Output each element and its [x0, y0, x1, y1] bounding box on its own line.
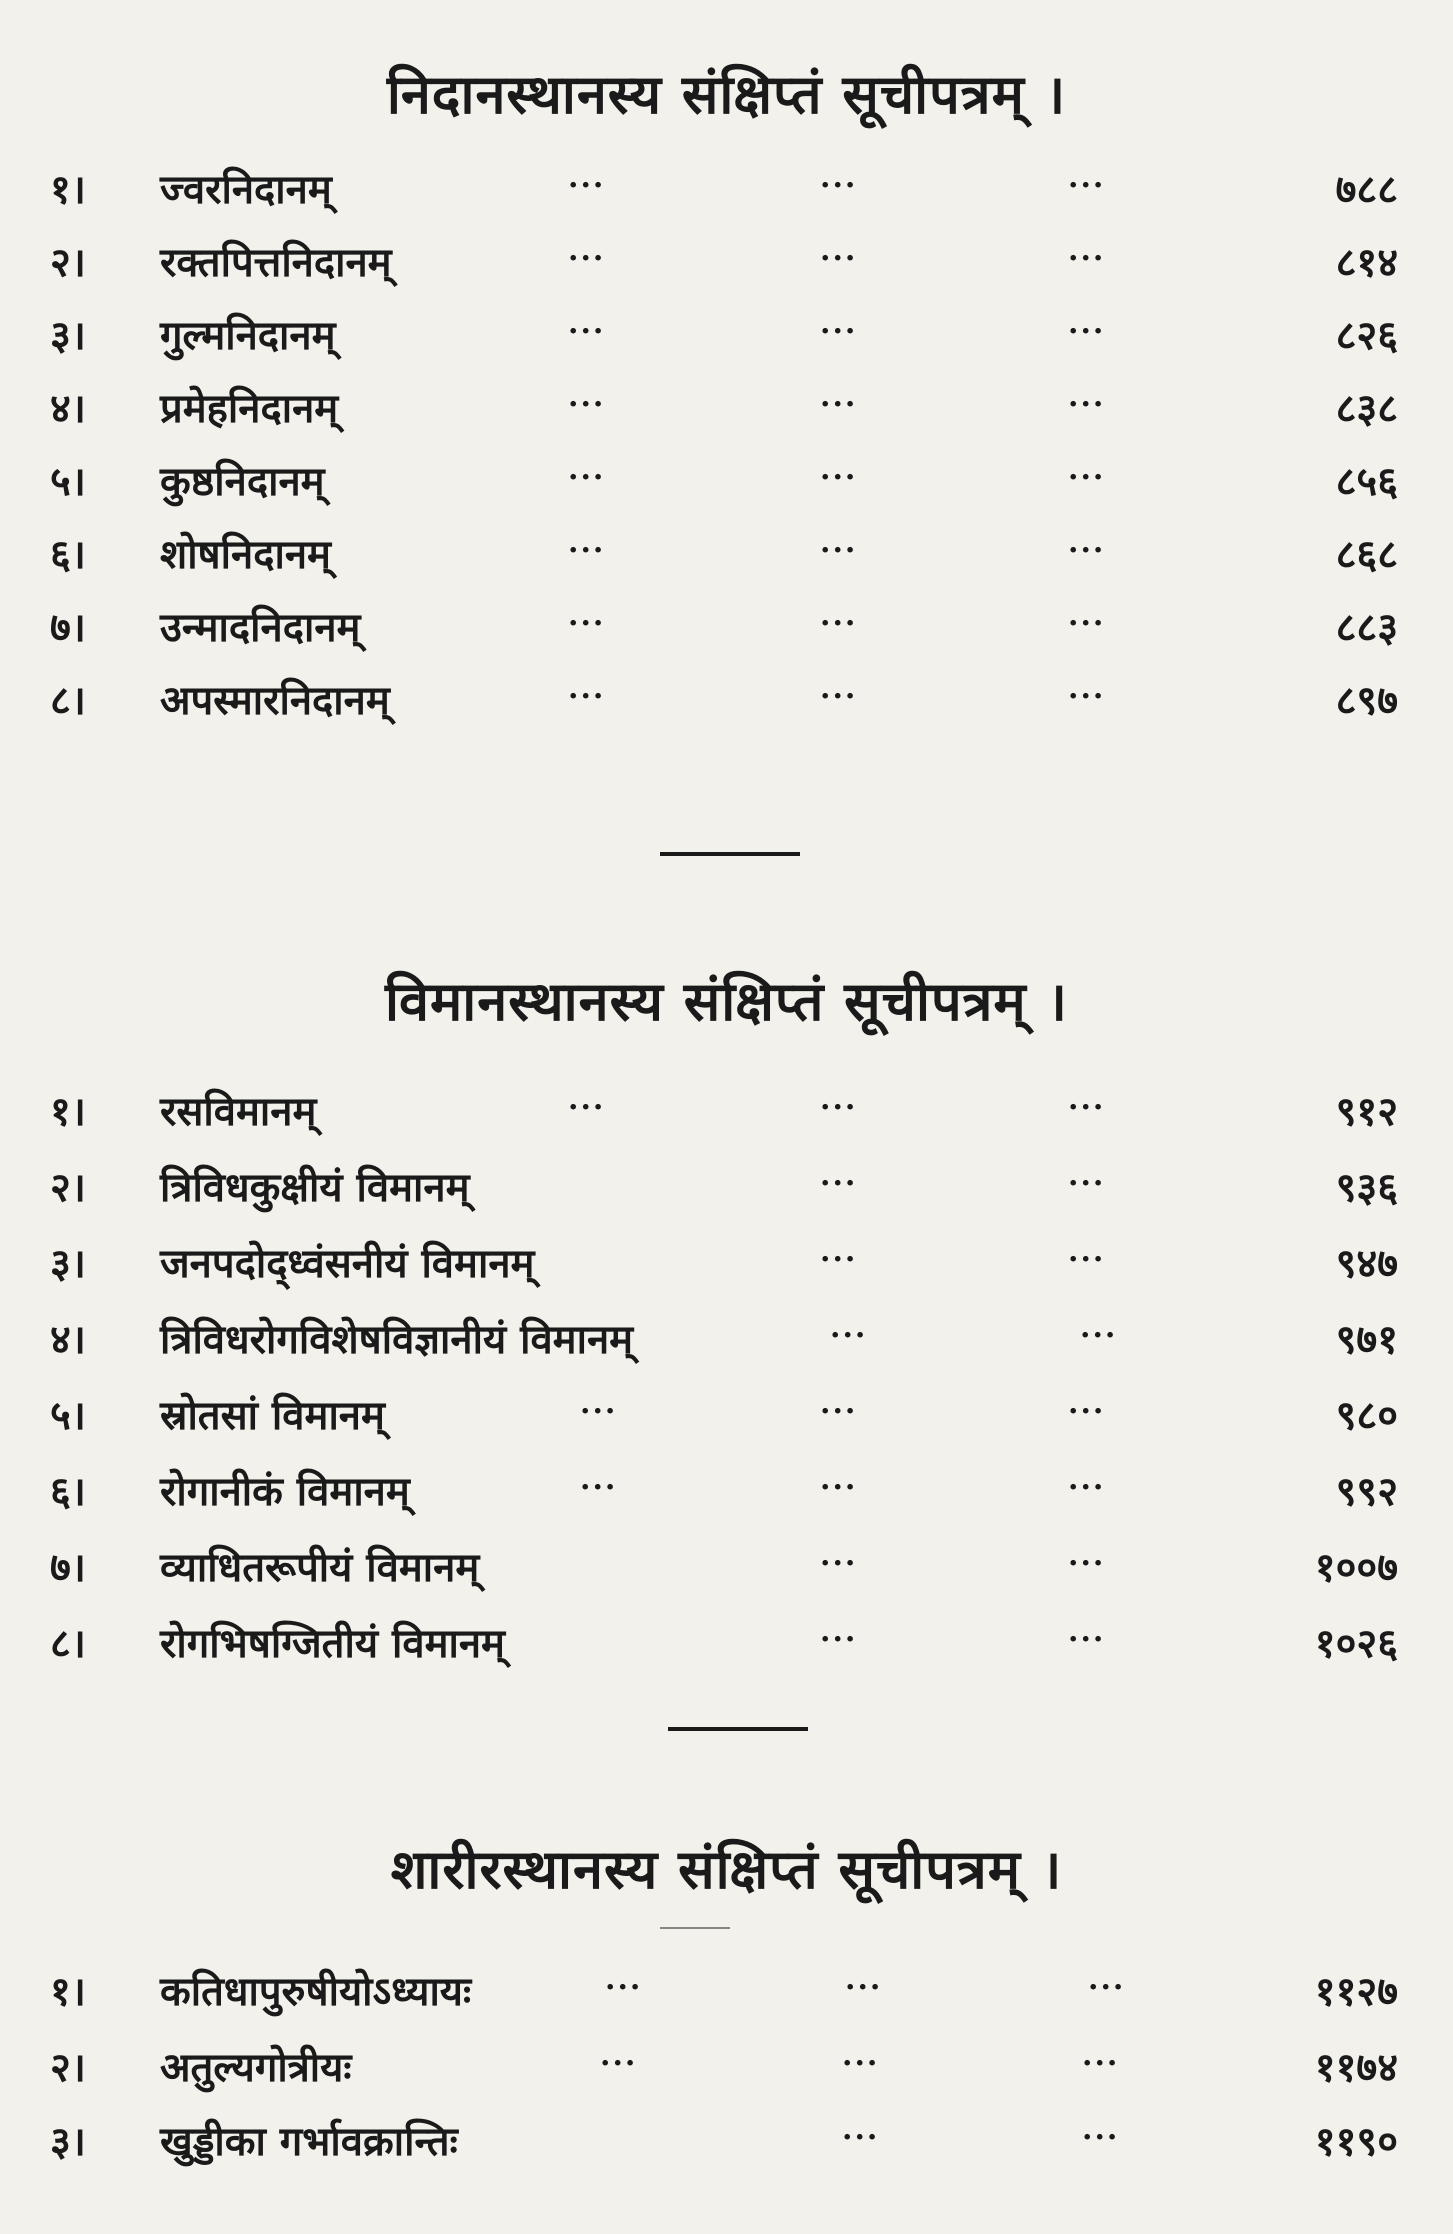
section-divider [660, 852, 800, 856]
page-number: ९३६ [1335, 1164, 1398, 1211]
item-number: ६। [50, 531, 86, 578]
leader-dots: ... [1088, 1962, 1126, 1997]
page-number: १०२६ [1314, 1620, 1398, 1667]
leader-dots: ... [568, 1082, 606, 1117]
leader-dots: ... [600, 2038, 638, 2073]
leader-dots: ... [1068, 1158, 1106, 1193]
leader-dots: ... [820, 1234, 858, 1269]
item-number: २। [50, 2044, 86, 2091]
page-number: ८९७ [1335, 677, 1398, 724]
item-number: ४। [50, 1316, 86, 1363]
page-number: ११२७ [1314, 1968, 1398, 2015]
chapter-name: शोषनिदानम् [160, 531, 331, 578]
list-item [0, 525, 1453, 585]
leader-dots: ... [820, 671, 858, 706]
leader-dots: ... [820, 306, 858, 341]
leader-dots: ... [568, 671, 606, 706]
item-number: ७। [50, 604, 86, 651]
list-item [0, 452, 1453, 512]
leader-dots: ... [1068, 1538, 1106, 1573]
leader-dots: ... [820, 160, 858, 195]
leader-dots: ... [1068, 598, 1106, 633]
list-item [0, 671, 1453, 731]
item-number: ३। [50, 312, 86, 359]
leader-dots: ... [820, 1386, 858, 1421]
page-number: ८६८ [1335, 531, 1398, 578]
leader-dots: ... [1080, 1310, 1118, 1345]
leader-dots: ... [820, 379, 858, 414]
chapter-name: रसविमानम् [160, 1088, 317, 1135]
section-divider [668, 1727, 808, 1731]
chapter-name: प्रमेहनिदानम् [160, 385, 339, 432]
chapter-name: कतिधापुरुषीयोऽध्यायः [160, 1968, 472, 2015]
leader-dots: ... [820, 1462, 858, 1497]
leader-dots: ... [820, 233, 858, 268]
item-number: १। [50, 1088, 86, 1135]
leader-dots: ... [568, 452, 606, 487]
page-number: ८५६ [1335, 458, 1398, 505]
page-number: ७८८ [1335, 166, 1398, 213]
list-item [0, 1310, 1453, 1370]
page-number: ९१२ [1335, 1088, 1398, 1135]
list-item [0, 1614, 1453, 1674]
item-number: १। [50, 166, 86, 213]
leader-dots: ... [1068, 379, 1106, 414]
leader-dots: ... [820, 598, 858, 633]
chapter-name: जनपदोद्ध्वंसनीयं विमानम् [160, 1240, 535, 1287]
leader-dots: ... [1068, 233, 1106, 268]
section-title-nidana: निदानस्थानस्य संक्षिप्तं सूचीपत्रम् । [386, 62, 1067, 126]
list-item [0, 1158, 1453, 1218]
item-number: २। [50, 239, 86, 286]
list-item [0, 1386, 1453, 1446]
leader-dots: ... [580, 1462, 618, 1497]
item-number: ३। [50, 1240, 86, 1287]
list-item [0, 160, 1453, 220]
page-number: ८३८ [1335, 385, 1398, 432]
chapter-name: व्याधितरूपीयं विमानम् [160, 1544, 480, 1591]
leader-dots: ... [820, 1614, 858, 1649]
chapter-name: रोगभिषग्जितीयं विमानम् [160, 1620, 505, 1667]
item-number: १। [50, 1968, 86, 2015]
chapter-name: त्रिविधरोगविशेषविज्ञानीयं विमानम् [160, 1316, 634, 1363]
chapter-name: अतुल्यगोत्रीयः [160, 2044, 352, 2091]
item-number: २। [50, 1164, 86, 1211]
leader-dots: ... [1068, 160, 1106, 195]
page-number: ९९२ [1335, 1468, 1398, 1515]
leader-dots: ... [842, 2112, 880, 2147]
leader-dots: ... [1068, 1614, 1106, 1649]
list-item [0, 1462, 1453, 1522]
list-item [0, 1234, 1453, 1294]
chapter-name: रक्तपित्तनिदानम् [160, 239, 392, 286]
item-number: ४। [50, 385, 86, 432]
chapter-name: स्रोतसां विमानम् [160, 1392, 385, 1439]
item-number: ७। [50, 1544, 86, 1591]
leader-dots: ... [568, 379, 606, 414]
page-number: ८१४ [1335, 239, 1398, 286]
page-number: १००७ [1314, 1544, 1398, 1591]
leader-dots: ... [842, 2038, 880, 2073]
leader-dots: ... [568, 598, 606, 633]
leader-dots: ... [1068, 452, 1106, 487]
list-item [0, 1082, 1453, 1142]
item-number: ६। [50, 1468, 86, 1515]
leader-dots: ... [1068, 306, 1106, 341]
leader-dots: ... [1068, 671, 1106, 706]
chapter-name: ज्वरनिदानम् [160, 166, 332, 213]
leader-dots: ... [568, 160, 606, 195]
chapter-name: अपस्मारनिदानम् [160, 677, 390, 724]
list-item [0, 598, 1453, 658]
page-number: ८८३ [1335, 604, 1398, 651]
item-number: ३। [50, 2118, 86, 2165]
leader-dots: ... [1068, 1386, 1106, 1421]
leader-dots: ... [830, 1310, 868, 1345]
page-number: ९४७ [1335, 1240, 1398, 1287]
item-number: ५। [50, 458, 86, 505]
list-item [0, 2112, 1453, 2172]
chapter-name: खुड्डीका गर्भावक्रान्तिः [160, 2118, 458, 2165]
leader-dots: ... [820, 525, 858, 560]
list-item [0, 379, 1453, 439]
list-item [0, 306, 1453, 366]
leader-dots: ... [1068, 1234, 1106, 1269]
item-number: ८। [50, 1620, 86, 1667]
leader-dots: ... [605, 1962, 643, 1997]
section-title-sharira: शारीरस्थानस्य संक्षिप्तं सूचीपत्रम् । [390, 1837, 1063, 1901]
leader-dots: ... [580, 1386, 618, 1421]
leader-dots: ... [1068, 1082, 1106, 1117]
chapter-name: गुल्मनिदानम् [160, 312, 336, 359]
leader-dots: ... [820, 1538, 858, 1573]
page-number: ९८० [1335, 1392, 1398, 1439]
leader-dots: ... [568, 525, 606, 560]
section-divider-faint [660, 1927, 730, 1929]
chapter-name: कुष्ठनिदानम् [160, 458, 325, 505]
page-number: ११९० [1314, 2118, 1398, 2165]
list-item [0, 1962, 1453, 2022]
leader-dots: ... [1068, 525, 1106, 560]
item-number: ८। [50, 677, 86, 724]
page-number: ८२६ [1335, 312, 1398, 359]
leader-dots: ... [1068, 1462, 1106, 1497]
chapter-name: त्रिविधकुक्षीयं विमानम् [160, 1164, 470, 1211]
page-number: ९७१ [1335, 1316, 1398, 1363]
leader-dots: ... [1082, 2038, 1120, 2073]
leader-dots: ... [845, 1962, 883, 1997]
list-item [0, 2038, 1453, 2098]
chapter-name: उन्मादनिदानम् [160, 604, 361, 651]
leader-dots: ... [820, 452, 858, 487]
leader-dots: ... [1082, 2112, 1120, 2147]
leader-dots: ... [568, 306, 606, 341]
chapter-name: रोगानीकं विमानम् [160, 1468, 410, 1515]
page-number: ११७४ [1314, 2044, 1398, 2091]
leader-dots: ... [820, 1082, 858, 1117]
section-title-vimana: विमानस्थानस्य संक्षिप्तं सूचीपत्रम् । [384, 969, 1068, 1033]
item-number: ५। [50, 1392, 86, 1439]
leader-dots: ... [568, 233, 606, 268]
leader-dots: ... [820, 1158, 858, 1193]
list-item [0, 1538, 1453, 1598]
list-item [0, 233, 1453, 293]
